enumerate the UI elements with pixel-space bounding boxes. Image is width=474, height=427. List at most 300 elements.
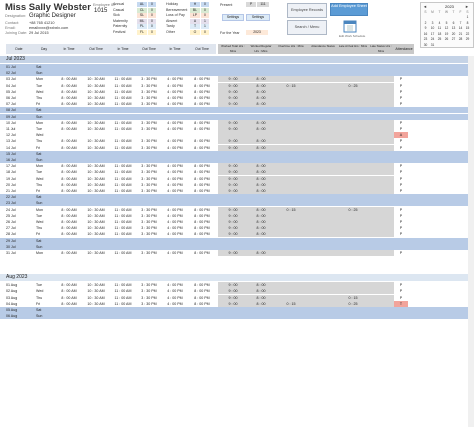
calendar-day[interactable]: 13: [451, 26, 456, 30]
column-header-in3[interactable]: In Time: [162, 44, 189, 54]
attendance-status-cell: [308, 163, 338, 169]
table-row[interactable]: [0, 213, 474, 219]
table-row[interactable]: [0, 163, 474, 169]
time-cell[interactable]: 10 : 30 AM: [87, 251, 105, 255]
time-cell[interactable]: 8 : 00 PM: [194, 207, 210, 212]
time-cell[interactable]: 8 : 00 AM: [61, 182, 77, 187]
time-cell[interactable]: 10 : 30 AM: [87, 164, 105, 169]
calendar-day[interactable]: 17: [430, 31, 435, 36]
time-cell[interactable]: 8 : 00 PM: [194, 182, 210, 187]
column-header-attendance[interactable]: Attendance Status: [308, 44, 339, 54]
time-cell[interactable]: 10 : 30 AM: [87, 120, 105, 125]
time-cell[interactable]: 10 : 30 AM: [87, 89, 105, 94]
add-employee-sheet-button[interactable]: Add Employee Sheet: [330, 3, 368, 16]
time-cell[interactable]: 11 : 00 AM: [114, 226, 132, 231]
time-cell[interactable]: 10 : 30 AM: [87, 226, 105, 231]
worked-total-cell: 9 : 00: [218, 188, 248, 194]
table-row[interactable]: [0, 89, 474, 95]
time-cell[interactable]: 11 : 00 AM: [114, 139, 132, 144]
time-cell[interactable]: [162, 132, 188, 138]
late-arrival-cell: [338, 213, 368, 219]
time-cell[interactable]: 11 : 00 AM: [114, 213, 132, 218]
designation-label: Designation:: [5, 14, 27, 18]
time-cell[interactable]: 8 : 00 AM: [61, 213, 77, 218]
table-row[interactable]: [0, 101, 474, 107]
time-cell[interactable]: 10 : 30 AM: [87, 232, 105, 237]
calendar-day[interactable]: 8: [466, 20, 469, 25]
column-header-late_arrival[interactable]: Late Arrival Hrs : Mins: [338, 44, 369, 54]
row-day: Fri: [36, 189, 41, 193]
time-cell[interactable]: 8 : 00 AM: [61, 127, 77, 131]
time-cell[interactable]: 11 : 00 AM: [114, 170, 132, 175]
time-cell[interactable]: 4 : 00 PM: [167, 207, 183, 212]
time-cell[interactable]: 8 : 00 PM: [194, 127, 210, 131]
overtime-cell: [274, 145, 308, 151]
time-cell[interactable]: 8 : 00 AM: [61, 251, 77, 255]
time-cell[interactable]: 10 : 30 AM: [87, 289, 105, 294]
calendar-day[interactable]: 7: [459, 20, 462, 25]
row-date: 23 Jul: [6, 201, 16, 206]
time-cell[interactable]: 11 : 00 AM: [114, 232, 132, 237]
time-cell[interactable]: 8 : 00 AM: [61, 301, 77, 306]
time-cell[interactable]: 11 : 00 AM: [114, 207, 132, 212]
late-status-cell: [368, 225, 394, 231]
search-menu-button[interactable]: Search / Menu: [287, 20, 327, 35]
time-cell[interactable]: [188, 132, 216, 138]
time-cell[interactable]: 8 : 00 PM: [194, 164, 210, 169]
time-cell[interactable]: 4 : 00 PM: [167, 176, 183, 181]
time-cell[interactable]: 8 : 00 AM: [61, 164, 77, 169]
table-row[interactable]: [0, 282, 474, 288]
table-row[interactable]: [0, 307, 474, 313]
table-row[interactable]: [0, 250, 474, 256]
time-cell[interactable]: 3 : 30 PM: [141, 207, 157, 212]
calendar-prev-button[interactable]: ◄: [423, 4, 427, 9]
time-cell[interactable]: 3 : 30 PM: [141, 295, 157, 300]
table-row[interactable]: [0, 107, 474, 113]
calendar-day[interactable]: 2: [424, 20, 427, 25]
time-cell[interactable]: 8 : 00 AM: [61, 226, 77, 231]
attendance-status-cell: [308, 207, 338, 213]
late-arrival-cell: [338, 188, 368, 194]
time-cell[interactable]: 11 : 00 AM: [114, 145, 132, 150]
time-cell[interactable]: 3 : 30 PM: [141, 89, 157, 94]
time-cell[interactable]: 10 : 30 AM: [87, 83, 105, 88]
time-cell[interactable]: 3 : 30 PM: [141, 220, 157, 224]
time-cell[interactable]: [110, 132, 136, 138]
time-cell[interactable]: 4 : 00 PM: [167, 89, 183, 94]
time-cell[interactable]: 11 : 00 AM: [114, 189, 132, 193]
calendar-day[interactable]: 26: [444, 37, 449, 41]
time-cell[interactable]: 4 : 00 PM: [167, 145, 183, 150]
time-cell[interactable]: 3 : 30 PM: [141, 145, 157, 150]
time-cell[interactable]: 8 : 00 PM: [194, 83, 210, 88]
row-day: Sat: [36, 238, 42, 243]
time-cell[interactable]: 3 : 30 PM: [141, 127, 157, 131]
table-row[interactable]: [0, 64, 474, 70]
row-date: 13 Jul: [6, 139, 16, 144]
contact-label: Contact:: [5, 21, 20, 25]
time-cell[interactable]: 11 : 00 AM: [114, 182, 132, 187]
time-cell[interactable]: 8 : 00 PM: [194, 145, 210, 150]
time-cell[interactable]: 8 : 00 AM: [61, 176, 77, 181]
table-row[interactable]: [0, 182, 474, 188]
late-status-cell: [368, 188, 394, 194]
time-cell[interactable]: 4 : 00 PM: [167, 182, 183, 187]
column-header-day[interactable]: Day: [32, 44, 57, 54]
time-cell[interactable]: 4 : 00 PM: [167, 301, 183, 306]
table-row[interactable]: [0, 288, 474, 294]
time-cell[interactable]: 3 : 30 PM: [141, 213, 157, 218]
calendar-day[interactable]: 16: [423, 31, 428, 36]
calendar-day[interactable]: 3: [431, 20, 434, 25]
table-row[interactable]: [0, 76, 474, 82]
time-cell[interactable]: 10 : 30 AM: [87, 145, 105, 150]
time-cell[interactable]: 4 : 00 PM: [167, 251, 183, 255]
column-header-in1[interactable]: In Time: [56, 44, 83, 54]
legend-code: PL: [137, 24, 147, 29]
time-cell[interactable]: 8 : 00 AM: [61, 220, 77, 224]
time-cell[interactable]: 3 : 30 PM: [141, 251, 157, 255]
time-cell[interactable]: 3 : 30 PM: [141, 176, 157, 181]
time-cell[interactable]: 10 : 30 AM: [87, 102, 105, 107]
time-cell[interactable]: 10 : 30 AM: [87, 182, 105, 187]
table-row[interactable]: [0, 244, 474, 250]
time-cell[interactable]: 4 : 00 PM: [167, 232, 183, 237]
time-cell[interactable]: 8 : 00 AM: [61, 170, 77, 175]
calendar-day[interactable]: 1: [466, 15, 469, 19]
time-cell[interactable]: 10 : 30 AM: [87, 207, 105, 212]
time-cell[interactable]: 4 : 00 PM: [167, 127, 183, 131]
time-cell[interactable]: 4 : 00 PM: [167, 220, 183, 224]
worked-regular-cell: 8 : 00: [248, 76, 274, 82]
column-header-late_status[interactable]: Late Status Hrs : Mins: [368, 44, 395, 54]
table-row[interactable]: [0, 238, 474, 244]
time-cell[interactable]: 3 : 30 PM: [141, 283, 157, 288]
time-cell[interactable]: 4 : 00 PM: [167, 83, 183, 88]
time-cell[interactable]: 3 : 30 PM: [141, 170, 157, 175]
attendance-code-cell: P: [399, 189, 403, 193]
time-cell[interactable]: 8 : 00 PM: [194, 213, 210, 218]
calendar-next-button[interactable]: ►: [465, 4, 469, 9]
time-cell[interactable]: 4 : 00 PM: [167, 139, 183, 144]
legend-count: 0: [201, 13, 209, 18]
attendance-code-cell: P: [399, 164, 403, 169]
calendar-day[interactable]: 18: [437, 31, 442, 36]
time-cell[interactable]: 8 : 00 AM: [61, 295, 77, 300]
calendar-day[interactable]: 28: [458, 37, 463, 41]
time-cell[interactable]: 3 : 30 PM: [141, 139, 157, 144]
time-cell[interactable]: 10 : 30 AM: [87, 176, 105, 181]
legend-label: Tardy: [166, 24, 175, 29]
time-cell[interactable]: 4 : 00 PM: [167, 226, 183, 231]
time-cell[interactable]: 8 : 00 AM: [61, 207, 77, 212]
time-cell[interactable]: 8 : 00 AM: [61, 139, 77, 144]
time-cell[interactable]: 8 : 00 PM: [194, 295, 210, 300]
time-cell[interactable]: 8 : 00 PM: [194, 301, 210, 306]
time-cell[interactable]: 8 : 00 PM: [194, 220, 210, 224]
time-cell[interactable]: 11 : 00 AM: [114, 120, 132, 125]
overtime-cell: 0 : 15: [274, 207, 308, 213]
time-cell[interactable]: 4 : 00 PM: [167, 102, 183, 107]
time-cell[interactable]: 3 : 30 PM: [141, 226, 157, 231]
time-cell[interactable]: 8 : 00 PM: [194, 176, 210, 181]
month-header: [0, 56, 474, 63]
time-cell[interactable]: 4 : 00 PM: [167, 170, 183, 175]
time-cell[interactable]: 3 : 30 PM: [141, 83, 157, 88]
time-cell[interactable]: 3 : 30 PM: [141, 189, 157, 193]
row-day: Fri: [36, 232, 41, 237]
worked-regular-cell: 8 : 00: [248, 182, 274, 188]
table-row[interactable]: [0, 83, 474, 89]
late-arrival-cell: 0 : 25: [338, 83, 368, 89]
column-header-date[interactable]: Date: [6, 44, 33, 54]
worked-total-cell: [218, 132, 248, 138]
time-cell[interactable]: 4 : 00 PM: [167, 289, 183, 294]
vertical-scrollbar[interactable]: [468, 56, 474, 427]
attendance-code-cell: P: [399, 170, 403, 175]
time-cell[interactable]: 11 : 00 AM: [114, 96, 132, 100]
late-arrival-cell: [338, 282, 368, 288]
calendar-day[interactable]: 31: [430, 42, 435, 47]
row-day: Thu: [36, 182, 43, 187]
column-header-regular[interactable]: Worked Regular Hrs : Mins: [248, 44, 275, 54]
table-row[interactable]: [0, 151, 474, 157]
table-row[interactable]: [0, 176, 474, 182]
time-cell[interactable]: 3 : 30 PM: [141, 96, 157, 100]
legend-code: CL: [137, 8, 147, 13]
time-cell[interactable]: [56, 132, 82, 138]
row-date: 18 Jul: [6, 170, 16, 175]
settings-button-right[interactable]: Settings: [246, 14, 270, 21]
worked-regular-cell: 8 : 00: [248, 145, 274, 151]
table-row[interactable]: [0, 132, 474, 138]
table-row[interactable]: [0, 126, 474, 132]
row-date: 16 Jul: [6, 158, 16, 162]
column-header-out3[interactable]: Out Time: [188, 44, 217, 54]
time-cell[interactable]: 8 : 00 AM: [61, 83, 77, 88]
table-row[interactable]: [0, 114, 474, 120]
employee-records-button[interactable]: Employee Records: [287, 3, 327, 18]
time-cell[interactable]: 3 : 30 PM: [141, 120, 157, 125]
attendance-code-cell: P: [399, 120, 403, 125]
time-cell[interactable]: 3 : 30 PM: [141, 232, 157, 237]
time-cell[interactable]: 4 : 00 PM: [167, 283, 183, 288]
column-header-out1[interactable]: Out Time: [82, 44, 111, 54]
calendar-day[interactable]: 6: [452, 20, 455, 25]
calendar-day[interactable]: 21: [458, 31, 463, 36]
table-row[interactable]: [0, 157, 474, 163]
table-row[interactable]: [0, 207, 474, 213]
calendar-day[interactable]: 29: [465, 37, 470, 41]
attendance-code-cell: T: [394, 301, 408, 307]
time-cell[interactable]: 8 : 00 AM: [61, 89, 77, 94]
time-cell[interactable]: 8 : 00 PM: [194, 102, 210, 107]
time-cell[interactable]: 10 : 30 AM: [87, 189, 105, 193]
table-row[interactable]: [0, 295, 474, 301]
time-cell[interactable]: 8 : 00 AM: [61, 189, 77, 193]
overtime-cell: [274, 188, 308, 194]
column-header-worked[interactable]: Worked Total Hrs : Mins: [218, 44, 249, 54]
late-status-cell: [368, 120, 394, 126]
time-cell[interactable]: 11 : 00 AM: [114, 251, 132, 255]
time-cell[interactable]: 8 : 00 PM: [194, 77, 210, 82]
time-cell[interactable]: 8 : 00 PM: [194, 120, 210, 125]
calendar-day[interactable]: 5: [445, 20, 448, 25]
time-cell[interactable]: 4 : 00 PM: [167, 96, 183, 100]
time-cell[interactable]: 10 : 30 AM: [87, 295, 105, 300]
year-selector[interactable]: 2023: [246, 30, 268, 35]
table-row[interactable]: [0, 219, 474, 225]
calendar-day[interactable]: 22: [465, 31, 470, 36]
time-cell[interactable]: 4 : 00 PM: [167, 189, 183, 193]
time-cell[interactable]: 10 : 30 AM: [87, 220, 105, 224]
table-row[interactable]: [0, 301, 474, 307]
table-row[interactable]: [0, 138, 474, 144]
time-cell[interactable]: 10 : 30 AM: [87, 213, 105, 218]
table-row[interactable]: [0, 225, 474, 231]
row-date: 01 Jul: [6, 65, 16, 69]
column-header-in2[interactable]: In Time: [110, 44, 137, 54]
time-cell[interactable]: 3 : 30 PM: [141, 289, 157, 294]
legend-code: AL: [137, 2, 147, 7]
time-cell[interactable]: 8 : 00 AM: [61, 283, 77, 288]
time-cell[interactable]: 4 : 00 PM: [167, 295, 183, 300]
calendar-day[interactable]: 4: [438, 20, 441, 25]
table-row[interactable]: [0, 313, 474, 319]
worked-regular-cell: 8 : 00: [248, 188, 274, 194]
time-cell[interactable]: 8 : 00 PM: [194, 232, 210, 237]
time-cell[interactable]: 11 : 00 AM: [114, 164, 132, 169]
time-cell[interactable]: 4 : 00 PM: [167, 164, 183, 169]
column-header-out2[interactable]: Out Time: [136, 44, 163, 54]
time-cell[interactable]: 8 : 00 AM: [61, 120, 77, 125]
time-cell[interactable]: [136, 132, 162, 138]
time-cell[interactable]: 10 : 30 AM: [87, 139, 105, 144]
calendar-day[interactable]: 19: [444, 31, 449, 36]
time-cell[interactable]: 11 : 00 AM: [114, 289, 132, 294]
legend-count: 0: [148, 24, 156, 29]
worked-total-cell: 9 : 00: [218, 76, 248, 82]
time-cell[interactable]: 11 : 00 AM: [114, 283, 132, 288]
table-row[interactable]: [0, 70, 474, 76]
calendar-day[interactable]: 14: [458, 26, 463, 30]
row-date: 25 Jul: [6, 213, 16, 218]
time-cell[interactable]: 3 : 30 PM: [141, 102, 157, 107]
calendar-day[interactable]: 11: [437, 26, 442, 30]
calendar-day[interactable]: 24: [430, 37, 435, 41]
time-cell[interactable]: 11 : 00 AM: [114, 176, 132, 181]
worked-total-cell: 9 : 00: [218, 250, 248, 256]
time-cell[interactable]: 8 : 00 PM: [194, 189, 210, 193]
late-status-cell: [368, 83, 394, 89]
settings-button-left[interactable]: Settings: [222, 14, 244, 21]
table-row[interactable]: [0, 169, 474, 175]
row-date: 05 Jul: [6, 89, 16, 94]
calendar-day[interactable]: 30: [423, 42, 428, 47]
legend-label: Festival: [113, 30, 126, 34]
time-cell[interactable]: 3 : 30 PM: [141, 301, 157, 306]
time-cell[interactable]: 3 : 30 PM: [141, 164, 157, 169]
time-cell[interactable]: 8 : 00 AM: [61, 77, 77, 82]
time-cell[interactable]: 8 : 00 PM: [194, 96, 210, 100]
time-cell[interactable]: 10 : 30 AM: [87, 301, 105, 306]
time-cell[interactable]: 11 : 00 AM: [114, 83, 132, 88]
time-cell[interactable]: 4 : 00 PM: [167, 213, 183, 218]
time-cell[interactable]: 8 : 00 AM: [61, 289, 77, 294]
time-cell[interactable]: 10 : 30 AM: [87, 170, 105, 175]
worked-regular-cell: 8 : 00: [248, 282, 274, 288]
time-cell[interactable]: 8 : 00 PM: [194, 139, 210, 144]
legend-label: Loss of Pay: [166, 13, 185, 18]
time-cell[interactable]: 3 : 30 PM: [141, 182, 157, 187]
calendar-day[interactable]: 10: [430, 26, 435, 30]
time-cell[interactable]: 10 : 30 AM: [87, 127, 105, 131]
calendar-day[interactable]: 12: [444, 26, 449, 30]
time-cell[interactable]: 8 : 00 PM: [194, 226, 210, 231]
calendar-icon[interactable]: [343, 19, 357, 33]
time-cell[interactable]: 4 : 00 PM: [167, 77, 183, 82]
overtime-cell: [274, 282, 308, 288]
calendar-day[interactable]: 9: [424, 26, 427, 30]
time-cell[interactable]: 4 : 00 PM: [167, 120, 183, 125]
table-row[interactable]: [0, 231, 474, 237]
late-arrival-cell: [338, 101, 368, 107]
worked-regular-cell: 8 : 00: [248, 213, 274, 219]
time-cell[interactable]: 11 : 00 AM: [114, 301, 132, 306]
time-cell[interactable]: 8 : 00 PM: [194, 251, 210, 255]
table-row[interactable]: [0, 120, 474, 126]
time-cell[interactable]: [82, 132, 110, 138]
time-cell[interactable]: 8 : 00 AM: [61, 102, 77, 107]
table-row[interactable]: [0, 200, 474, 206]
time-cell[interactable]: 11 : 00 AM: [114, 89, 132, 94]
row-day: Sun: [36, 201, 43, 206]
column-header-attended[interactable]: Attendance: [394, 44, 415, 54]
time-cell[interactable]: 8 : 00 AM: [61, 96, 77, 100]
time-cell[interactable]: 10 : 30 AM: [87, 96, 105, 100]
calendar-day[interactable]: 15: [465, 26, 470, 30]
time-cell[interactable]: 11 : 00 AM: [114, 127, 132, 131]
late-status-cell: [368, 282, 394, 288]
late-status-cell: [368, 126, 394, 132]
time-cell[interactable]: 8 : 00 AM: [61, 232, 77, 237]
attendance-code-cell: P: [399, 102, 403, 107]
time-cell[interactable]: 3 : 30 PM: [141, 77, 157, 82]
table-row[interactable]: [0, 194, 474, 200]
calendar-day[interactable]: 25: [437, 37, 442, 41]
table-row[interactable]: [0, 145, 474, 151]
time-cell[interactable]: 11 : 00 AM: [114, 102, 132, 107]
time-cell[interactable]: 8 : 00 PM: [194, 283, 210, 288]
table-row[interactable]: [0, 188, 474, 194]
column-header-overtime[interactable]: Overtime Hrs : Mins: [274, 44, 309, 54]
calendar-day[interactable]: 20: [451, 31, 456, 36]
legend-label: Casual: [113, 7, 125, 12]
time-cell[interactable]: 8 : 00 PM: [194, 89, 210, 94]
time-cell[interactable]: 8 : 00 PM: [194, 289, 210, 294]
time-cell[interactable]: 10 : 30 AM: [87, 283, 105, 288]
time-cell[interactable]: 11 : 00 AM: [114, 295, 132, 300]
time-cell[interactable]: 8 : 00 AM: [61, 145, 77, 150]
calendar-day[interactable]: 27: [451, 37, 456, 41]
calendar-day[interactable]: 23: [423, 37, 428, 41]
time-cell[interactable]: 10 : 30 AM: [87, 77, 105, 82]
time-cell[interactable]: 11 : 00 AM: [114, 220, 132, 224]
time-cell[interactable]: 11 : 00 AM: [114, 77, 132, 82]
time-cell[interactable]: 8 : 00 PM: [194, 170, 210, 175]
table-row[interactable]: [0, 95, 474, 101]
